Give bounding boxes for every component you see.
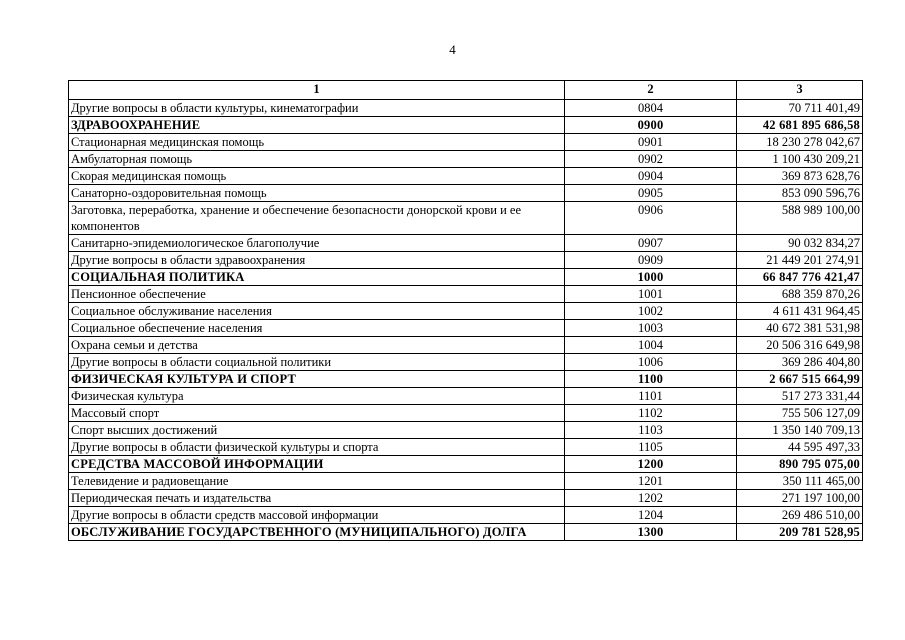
table-body <box>69 100 863 541</box>
row-name: Пенсионное обеспечение <box>69 286 565 303</box>
table-row-section <box>69 524 863 541</box>
row-name: Другие вопросы в области культуры, кинематографии <box>69 100 565 117</box>
row-code: 1006 <box>565 354 737 371</box>
row-amount: 20 506 316 649,98 <box>737 337 863 354</box>
row-name: Социальное обслуживание населения <box>69 303 565 320</box>
row-code: 0902 <box>565 151 737 168</box>
table-row <box>69 100 863 117</box>
row-amount: 70 711 401,49 <box>737 100 863 117</box>
row-name: Другие вопросы в области физической культуры и спорта <box>69 439 565 456</box>
row-code: 0907 <box>565 235 737 252</box>
row-name: Другие вопросы в области здравоохранения <box>69 252 565 269</box>
row-amount: 369 286 404,80 <box>737 354 863 371</box>
row-amount: 2 667 515 664,99 <box>737 371 863 388</box>
row-name: Скорая медицинская помощь <box>69 168 565 185</box>
row-name: Спорт высших достижений <box>69 422 565 439</box>
row-amount: 755 506 127,09 <box>737 405 863 422</box>
row-code: 1000 <box>565 269 737 286</box>
row-code: 1103 <box>565 422 737 439</box>
row-name: Периодическая печать и издательства <box>69 490 565 507</box>
table-header <box>69 81 863 100</box>
row-code: 1100 <box>565 371 737 388</box>
table-row <box>69 354 863 371</box>
table-row <box>69 337 863 354</box>
row-code: 1201 <box>565 473 737 490</box>
row-amount: 44 595 497,33 <box>737 439 863 456</box>
table-row <box>69 422 863 439</box>
row-name: Массовый спорт <box>69 405 565 422</box>
row-name: Физическая культура <box>69 388 565 405</box>
header-col-1: 1 <box>69 81 565 100</box>
table-row <box>69 507 863 524</box>
table-row <box>69 286 863 303</box>
table-row <box>69 388 863 405</box>
table-row <box>69 235 863 252</box>
page-number: 4 <box>449 42 456 57</box>
row-amount: 21 449 201 274,91 <box>737 252 863 269</box>
row-amount: 271 197 100,00 <box>737 490 863 507</box>
row-name: СРЕДСТВА МАССОВОЙ ИНФОРМАЦИИ <box>69 456 565 473</box>
table-row <box>69 490 863 507</box>
table-row <box>69 320 863 337</box>
row-amount: 209 781 528,95 <box>737 524 863 541</box>
row-name: Стационарная медицинская помощь <box>69 134 565 151</box>
row-code: 0804 <box>565 100 737 117</box>
row-amount: 853 090 596,76 <box>737 185 863 202</box>
header-row <box>69 81 863 100</box>
table-row <box>69 168 863 185</box>
table-row <box>69 202 863 235</box>
table-row-section <box>69 371 863 388</box>
row-amount: 90 032 834,27 <box>737 235 863 252</box>
budget-table <box>68 80 863 541</box>
row-code: 1200 <box>565 456 737 473</box>
table-row-section <box>69 456 863 473</box>
header-col-3: 3 <box>737 81 863 100</box>
table-row <box>69 134 863 151</box>
table-row <box>69 473 863 490</box>
row-name: Социальное обеспечение населения <box>69 320 565 337</box>
row-amount: 890 795 075,00 <box>737 456 863 473</box>
row-amount: 18 230 278 042,67 <box>737 134 863 151</box>
row-amount: 66 847 776 421,47 <box>737 269 863 286</box>
table-row <box>69 439 863 456</box>
row-code: 1102 <box>565 405 737 422</box>
row-code: 1004 <box>565 337 737 354</box>
row-code: 1003 <box>565 320 737 337</box>
row-code: 1002 <box>565 303 737 320</box>
row-code: 0906 <box>565 202 737 235</box>
row-code: 1202 <box>565 490 737 507</box>
row-name: Санаторно-оздоровительная помощь <box>69 185 565 202</box>
table-row <box>69 303 863 320</box>
row-amount: 1 100 430 209,21 <box>737 151 863 168</box>
row-code: 1105 <box>565 439 737 456</box>
row-amount: 269 486 510,00 <box>737 507 863 524</box>
row-name: СОЦИАЛЬНАЯ ПОЛИТИКА <box>69 269 565 286</box>
row-name: ФИЗИЧЕСКАЯ КУЛЬТУРА И СПОРТ <box>69 371 565 388</box>
row-amount: 369 873 628,76 <box>737 168 863 185</box>
row-code: 0909 <box>565 252 737 269</box>
row-code: 0905 <box>565 185 737 202</box>
row-name: Заготовка, переработка, хранение и обеспечение безопасности донорской крови и ее компонентов <box>69 202 565 235</box>
row-code: 1001 <box>565 286 737 303</box>
header-col-2: 2 <box>565 81 737 100</box>
row-code: 0901 <box>565 134 737 151</box>
row-amount: 40 672 381 531,98 <box>737 320 863 337</box>
row-name: Охрана семьи и детства <box>69 337 565 354</box>
row-amount: 1 350 140 709,13 <box>737 422 863 439</box>
row-name: ЗДРАВООХРАНЕНИЕ <box>69 117 565 134</box>
table-row <box>69 151 863 168</box>
row-amount: 4 611 431 964,45 <box>737 303 863 320</box>
table-row-section <box>69 117 863 134</box>
row-name: ОБСЛУЖИВАНИЕ ГОСУДАРСТВЕННОГО (МУНИЦИПАЛЬНОГО) ДОЛГА <box>69 524 565 541</box>
row-amount: 42 681 895 686,58 <box>737 117 863 134</box>
row-name: Амбулаторная помощь <box>69 151 565 168</box>
row-amount: 588 989 100,00 <box>737 202 863 235</box>
row-amount: 517 273 331,44 <box>737 388 863 405</box>
row-code: 0904 <box>565 168 737 185</box>
row-code: 1300 <box>565 524 737 541</box>
row-name: Санитарно-эпидемиологическое благополучие <box>69 235 565 252</box>
table-row <box>69 185 863 202</box>
table-row-section <box>69 269 863 286</box>
row-amount: 350 111 465,00 <box>737 473 863 490</box>
row-name: Другие вопросы в области социальной политики <box>69 354 565 371</box>
table-row <box>69 405 863 422</box>
row-code: 1101 <box>565 388 737 405</box>
row-name: Другие вопросы в области средств массовой информации <box>69 507 565 524</box>
row-name: Телевидение и радиовещание <box>69 473 565 490</box>
row-code: 1204 <box>565 507 737 524</box>
row-amount: 688 359 870,26 <box>737 286 863 303</box>
row-code: 0900 <box>565 117 737 134</box>
table-row <box>69 252 863 269</box>
